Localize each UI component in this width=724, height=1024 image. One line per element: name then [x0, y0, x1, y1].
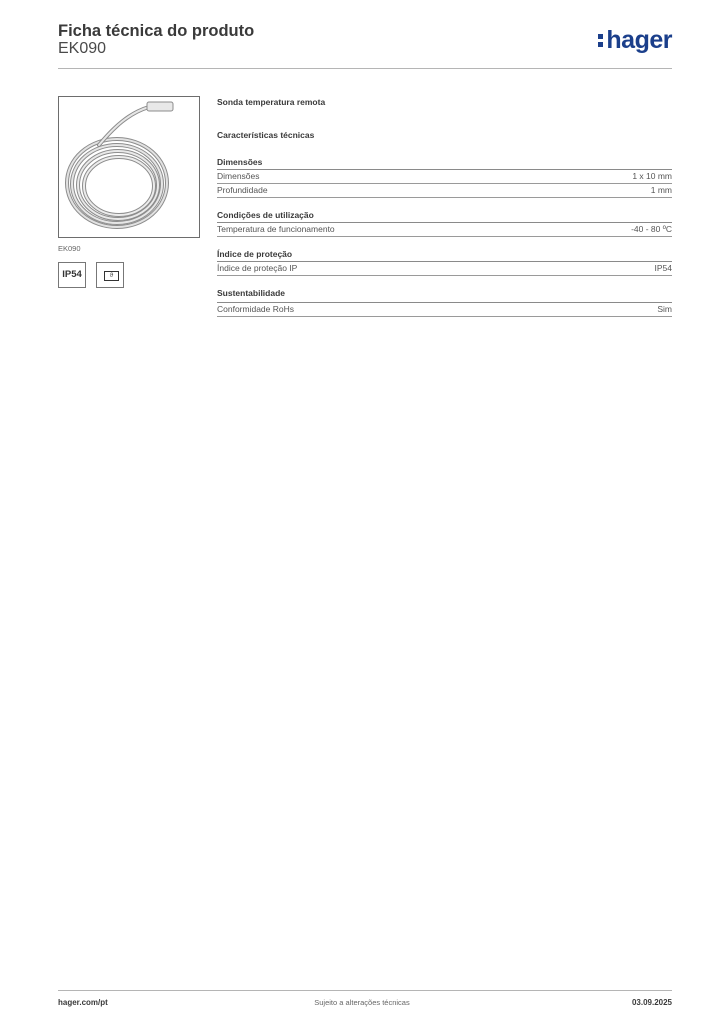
product-image [58, 96, 200, 238]
page-header [58, 20, 672, 70]
product-code: EK090 [58, 40, 107, 57]
brand-name: hager [606, 26, 672, 54]
footer-date: 03.09.2025 [631, 998, 672, 1007]
row-value: IP54 [654, 263, 672, 273]
temperature-sensor-badge [96, 262, 124, 288]
section-title-protection: Índice de proteção [217, 249, 293, 259]
table-row [217, 183, 672, 197]
row-label: Temperatura de funcionamento [217, 224, 335, 234]
row-label: Dimensões [217, 171, 260, 181]
product-name: Sonda temperatura remota [217, 97, 326, 107]
table-row [217, 169, 672, 183]
section-title-dimensions: Dimensões [217, 157, 263, 167]
row-divider [217, 197, 672, 198]
row-label: Profundidade [217, 185, 268, 195]
row-divider [217, 275, 672, 276]
table-row [217, 302, 672, 316]
footer-website-link[interactable]: hager.com/pt [58, 998, 108, 1007]
table-row [217, 222, 672, 236]
row-value: -40 - 80 ºC [631, 224, 672, 234]
image-caption: EK090 [58, 244, 81, 253]
sensor-symbol-icon: ϑ [104, 271, 119, 281]
row-label: Índice de proteção IP [217, 263, 298, 273]
row-value: 1 mm [650, 185, 672, 195]
row-value: 1 x 10 mm [632, 171, 672, 181]
row-divider [217, 316, 672, 317]
section-title-conditions: Condições de utilização [217, 210, 314, 220]
row-label: Conformidade RoHs [217, 304, 295, 314]
tech-heading: Características técnicas [217, 130, 315, 140]
logo-dots-icon [598, 28, 605, 48]
footer-disclaimer: Sujeito a alterações técnicas [314, 998, 410, 1007]
header-divider [58, 68, 672, 69]
row-value: Sim [657, 304, 672, 314]
footer-divider [58, 990, 672, 991]
page-title: Ficha técnica do produto [58, 22, 255, 40]
table-row [217, 261, 672, 275]
cable-coil-icon [59, 97, 199, 237]
ip-rating-badge: IP54 [58, 262, 86, 288]
row-divider [217, 236, 672, 237]
section-title-sustainability: Sustentabilidade [217, 288, 286, 298]
brand-logo [598, 26, 672, 55]
